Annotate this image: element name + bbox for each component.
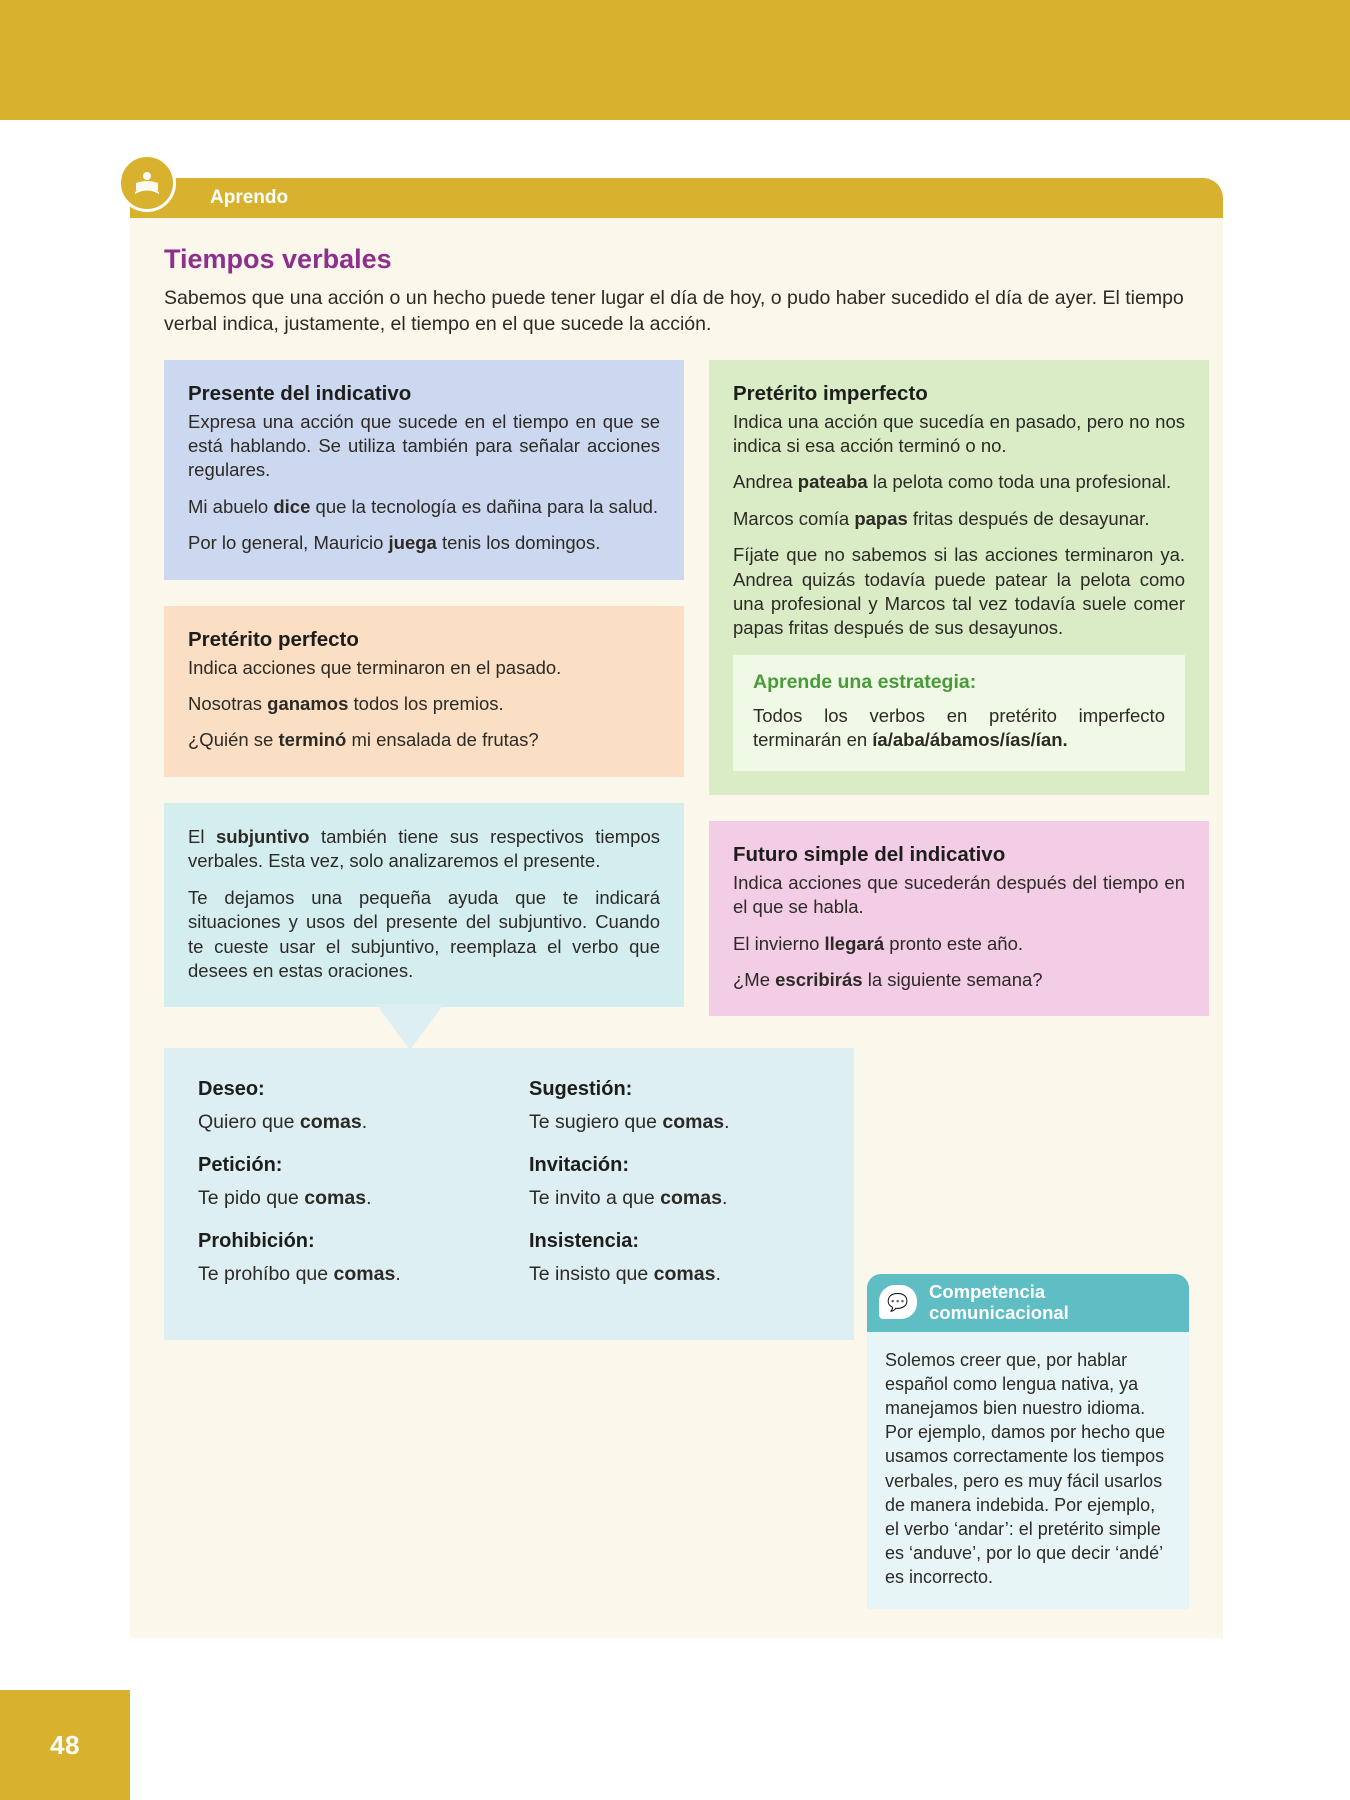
example-verb: juega xyxy=(388,532,437,554)
example-pair xyxy=(198,1078,489,1154)
box-title: Pretérito perfecto xyxy=(188,627,359,651)
subjunctive-examples-box xyxy=(164,1048,854,1340)
box-body-2: Te dejamos una pequeña ayuda que te indicará situaciones y usos del presente del subjuntivo. Cuando te cueste usar el subjuntivo, reemplaza el verbo que desees en estas oraciones. xyxy=(188,886,660,981)
example-sentence xyxy=(188,728,660,752)
example-post: . xyxy=(366,1187,372,1210)
aprendo-body xyxy=(130,218,1223,1638)
box-preterito-perfecto xyxy=(164,606,684,777)
example-verb: escribirás xyxy=(775,968,863,990)
example-pre: Te prohíbo que xyxy=(198,1263,334,1286)
example-sentence xyxy=(188,692,660,716)
example-verb: comas xyxy=(660,1187,722,1210)
box-presente-indicativo xyxy=(164,360,684,580)
example-verb: papas xyxy=(854,507,908,529)
right-column xyxy=(709,360,1209,1043)
concept-grid xyxy=(164,360,1189,1043)
example-sentence xyxy=(529,1263,820,1286)
competencia-comunicacional-panel xyxy=(867,1274,1189,1609)
example-term: Petición: xyxy=(198,1154,283,1177)
example-post: pronto este año. xyxy=(884,932,1024,954)
example-sentence xyxy=(188,531,660,555)
text-post: también tiene sus respectivos tiempos verbales. Esta vez, solo analizaremos el presente. xyxy=(188,825,661,872)
box-body: Indica una acción que sucedía en pasado, pero no nos indica si esa acción terminó o no. xyxy=(733,410,1185,457)
example-pre: Marcos comía xyxy=(733,507,855,529)
example-pre: ¿Me xyxy=(733,968,776,990)
example-pre: Nosotras xyxy=(188,693,268,715)
example-post: . xyxy=(361,1111,368,1134)
example-verb: terminó xyxy=(278,729,347,751)
box-body xyxy=(188,825,660,874)
box-title: Pretérito imperfecto xyxy=(733,381,928,405)
box-body: Indica acciones que terminaron en el pasado. xyxy=(188,656,562,678)
example-sentence xyxy=(733,932,1185,956)
example-pre: Te sugiero que xyxy=(529,1111,663,1134)
aprendo-panel xyxy=(130,178,1223,1638)
example-verb: ganamos xyxy=(267,693,349,715)
box-body: Indica acciones que sucederán después del tiempo en el que se habla. xyxy=(733,871,1185,918)
example-post: la pelota como toda una profesional. xyxy=(867,471,1172,493)
example-pre: Te pido que xyxy=(198,1187,305,1210)
box-title: Presente del indicativo xyxy=(188,381,412,405)
example-pair xyxy=(529,1078,820,1154)
box-title: Futuro simple del indicativo xyxy=(733,842,1006,866)
top-color-band xyxy=(0,0,1350,120)
example-post: mi ensalada de frutas? xyxy=(346,729,539,751)
example-pair xyxy=(198,1154,489,1230)
example-pre: Quiero que xyxy=(198,1111,300,1134)
example-pre: ¿Quién se xyxy=(188,729,279,751)
example-verb: comas xyxy=(299,1111,362,1134)
callout-pointer xyxy=(376,1004,444,1050)
speech-bubble-icon: 💬 xyxy=(879,1285,917,1319)
page-title: Tiempos verbales xyxy=(164,244,392,274)
example-pair xyxy=(529,1230,820,1306)
example-sentence xyxy=(198,1187,489,1210)
example-post: . xyxy=(395,1263,401,1286)
example-term: Insistencia: xyxy=(529,1230,640,1253)
example-term: Prohibición: xyxy=(198,1230,315,1253)
competencia-title xyxy=(929,1282,1069,1323)
example-pre: Andrea xyxy=(733,471,798,493)
strategy-endings: ía/aba/ábamos/ías/ían. xyxy=(872,729,1068,751)
example-sentence xyxy=(529,1111,820,1134)
competencia-text: Solemos creer que, por hablar español como lengua nativa, ya manejamos bien nuestro idioma. Por ejemplo, damos por hecho que usamos correctamente los tiempos verbales, pero es muy fácil usarlos de manera indebida. Por ejemplo, el verbo ‘andar’: el pretérito simple es ‘anduve’, por lo que decir ‘andé’ es incorrecto. xyxy=(885,1350,1166,1587)
example-verb: dice xyxy=(273,495,311,517)
left-margin-band xyxy=(0,120,130,1800)
example-post: fritas después de desayunar. xyxy=(907,507,1150,529)
strategy-pre: Todos los verbos en pretérito imperfecto terminarán en xyxy=(753,704,1165,751)
box-subjuntivo xyxy=(164,803,684,1007)
example-post: tenis los domingos. xyxy=(436,532,601,554)
page-number-box xyxy=(0,1690,130,1800)
example-post: la siguiente semana? xyxy=(862,968,1043,990)
box-futuro-simple xyxy=(709,821,1209,1017)
example-verb: pateaba xyxy=(797,471,868,493)
example-sentence xyxy=(733,507,1185,531)
strategy-title: Aprende una estrategia: xyxy=(753,670,977,693)
example-pair xyxy=(198,1230,489,1306)
box-note: Fíjate que no sabemos si las acciones terminaron ya. Andrea quizás todavía puede patear la pelota como una profesional y Marcos tal vez todavía suele comer papas fritas después de sus desayunos. xyxy=(733,544,1185,639)
example-verb: comas xyxy=(662,1111,725,1134)
aprendo-label: Aprendo xyxy=(210,187,289,208)
strategy-body xyxy=(753,704,1165,753)
intro-paragraph: Sabemos que una acción o un hecho puede tener lugar el día de hoy, o pudo haber sucedido el día de ayer. El tiempo verbal indica, justamente, el tiempo en el que sucede la acción. xyxy=(164,287,1184,336)
competencia-title-line1: Competencia xyxy=(929,1281,1046,1303)
example-sentence xyxy=(529,1187,820,1210)
example-verb: comas xyxy=(653,1263,716,1286)
example-sentence xyxy=(188,495,660,519)
example-verb: llegará xyxy=(824,932,885,954)
competencia-body xyxy=(867,1332,1189,1609)
example-sentence xyxy=(198,1111,489,1134)
example-pre: Por lo general, Mauricio xyxy=(188,532,389,554)
aprendo-header xyxy=(130,178,1223,218)
example-sentence xyxy=(733,470,1185,494)
example-term: Deseo: xyxy=(198,1078,265,1101)
example-verb: comas xyxy=(333,1263,396,1286)
text-pre: El xyxy=(188,825,216,847)
strategy-callout xyxy=(733,655,1185,771)
open-book-icon xyxy=(118,154,176,212)
example-term: Invitación: xyxy=(529,1154,630,1177)
box-preterito-imperfecto xyxy=(709,360,1209,795)
example-post: . xyxy=(721,1187,728,1210)
text-bold: subjuntivo xyxy=(215,825,310,847)
example-pre: Te invito a que xyxy=(529,1187,661,1210)
example-verb: comas xyxy=(304,1187,367,1210)
example-pair xyxy=(529,1154,820,1230)
example-sentence xyxy=(733,968,1185,992)
page-number: 48 xyxy=(50,1729,80,1760)
example-pre: El invierno xyxy=(733,932,825,954)
example-pre: Mi abuelo xyxy=(188,495,274,517)
left-column xyxy=(164,360,684,1043)
competencia-header xyxy=(867,1274,1189,1332)
example-post: que la tecnología es dañina para la salud. xyxy=(310,495,659,517)
box-body: Expresa una acción que sucede en el tiempo en que se está hablando. Se utiliza también para señalar acciones regulares. xyxy=(188,410,660,481)
example-pre: Te insisto que xyxy=(529,1263,654,1286)
example-sentence xyxy=(198,1263,489,1286)
example-post: . xyxy=(715,1263,721,1286)
example-term: Sugestión: xyxy=(529,1078,633,1101)
competencia-title-line2: comunicacional xyxy=(929,1302,1069,1323)
example-post: . xyxy=(724,1111,730,1134)
example-post: todos los premios. xyxy=(348,693,504,715)
